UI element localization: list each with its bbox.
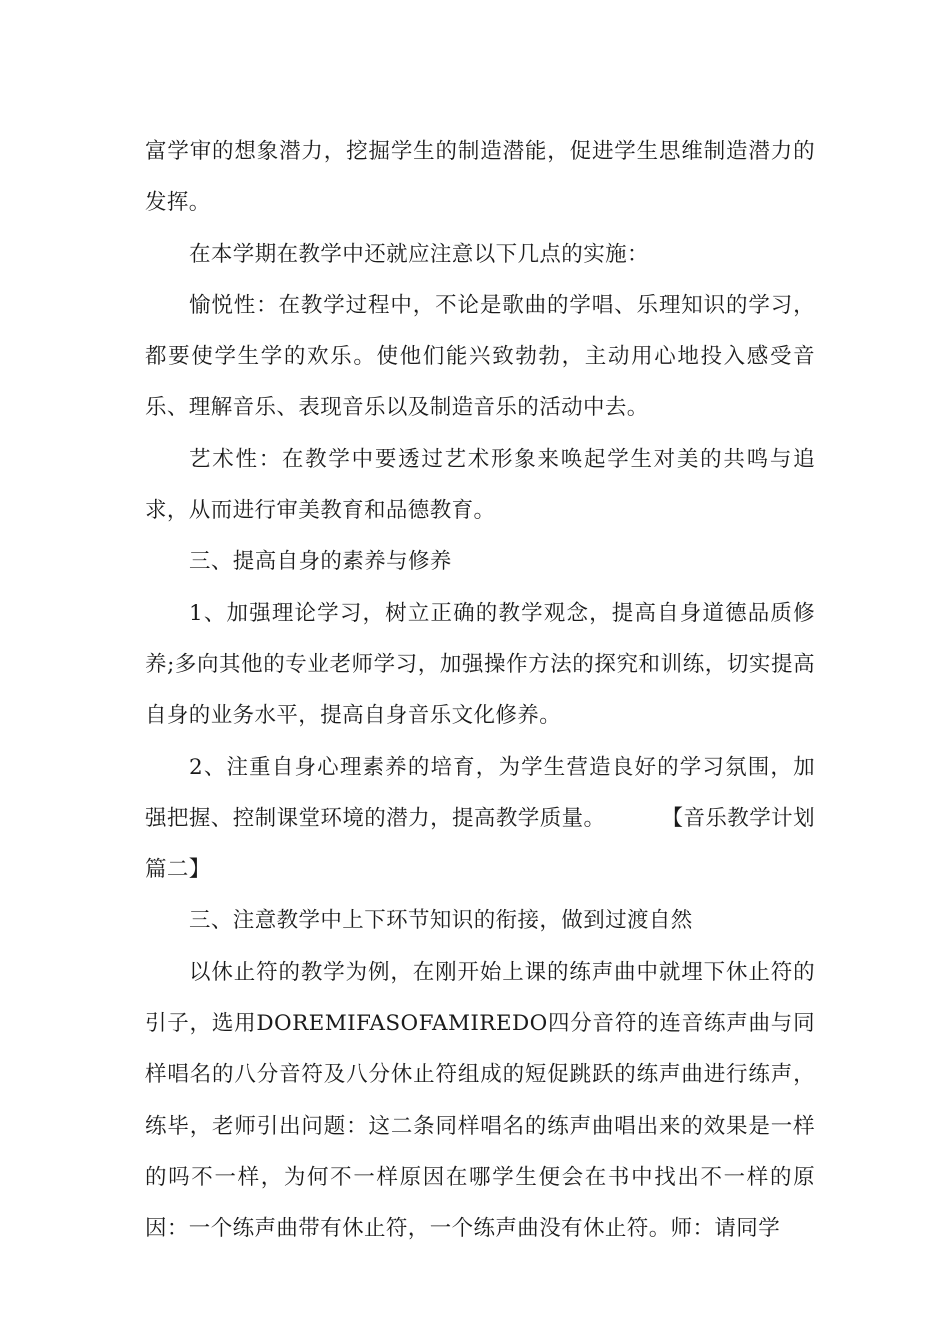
section-heading-transitions: 三、注意教学中上下环节知识的衔接，做到过渡自然 [189,908,693,934]
paragraph-psychology [145,742,815,896]
section-title-plan-two: 【音乐教学计划篇二】 [145,805,815,883]
paragraph-continuation: 富学审的想象潜力，挖掘学生的制造潜能，促进学生思维制造潜力的发挥。 [145,139,815,216]
paragraph-theory-study: 1、加强理论学习，树立正确的教学观念，提高自身道德品质修养;多向其他的专业老师学习，加强操作方法的探究和训练，切实提高自身的业务水平，提高自身音乐文化修养。 [145,600,815,729]
paragraph-artistry: 艺术性：在教学中要透过艺术形象来唤起学生对美的共鸣与追求，从而进行审美教育和品德教育。 [145,446,815,524]
paragraph-rest-note-example: 以休止符的教学为例，在刚开始上课的练声曲中就埋下休止符的引子，选用DOREMIFASOFAMIREDO四分音符的连音练声曲与同样唱名的八分音符及八分休止符组成的短促跳跃的练声曲进行练声，练毕，老师引出问题：这二条同样唱名的练声曲唱出来的效果是一样的吗不一样，为何不一样原因在哪学生便会在书中找出不一样的原因：一个练声曲带有休止符，一个练声曲没有休止符。师：请同学 [145,959,815,1242]
paragraph-enjoyment: 愉悦性：在教学过程中，不论是歌曲的学唱、乐理知识的学习，都要使学生学的欢乐。使他们能兴致勃勃，主动用心地投入感受音乐、理解音乐、表现音乐以及制造音乐的活动中去。 [145,292,815,421]
section-heading-self-improvement: 三、提高自身的素养与修养 [189,549,452,575]
paragraph-psychology-text: 2、注重自身心理素养的培育，为学生营造良好的学习氛围，加强把握、控制课堂环境的潜力，提高教学质量。 [145,754,815,831]
paragraph-intro-points: 在本学期在教学中还就应注意以下几点的实施： [189,241,649,267]
document-body [145,126,815,1255]
